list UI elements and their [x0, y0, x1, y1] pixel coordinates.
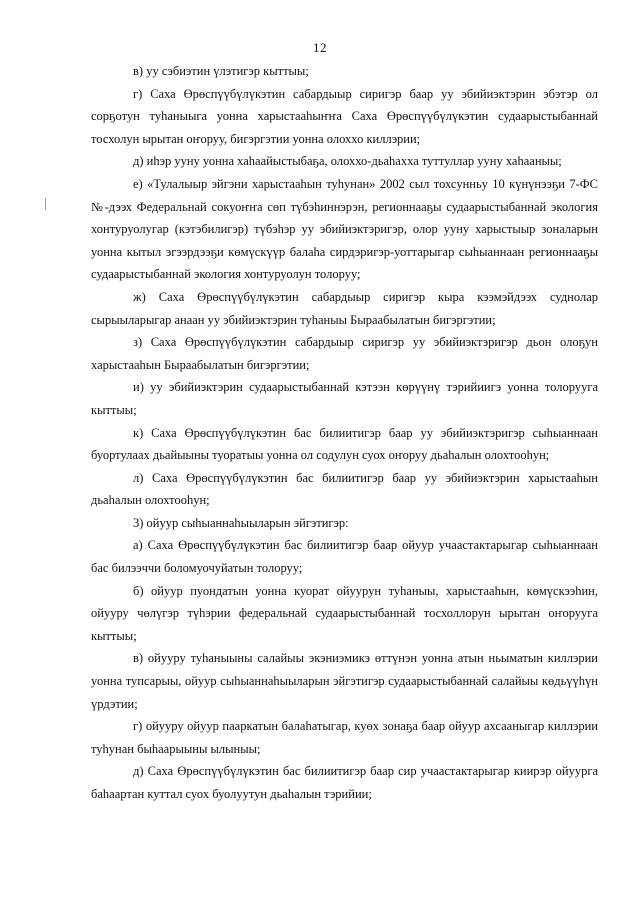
paragraph-zh-small-vessels: ж) Саха Өрөспүүбүлүкэтин сабардыыр сиригэр кыра кээмэйдээх суднолар сырыыларыгар анаан уу эбийиэктэрин туһаныы Быраабылатын бигэргэтии; — [91, 289, 598, 327]
paragraph-l-water-protection: л) Саха Өрөспүүбүлүкэтин бас билиитигэр баар уу эбийиэктэрин харыстааһын дьаһалын олохтооһун; — [91, 470, 598, 508]
paragraph-g-forest-park: г) ойууру ойуур пааркатын балаһатыгар, куөх зонаҕа баар ойуур ахсааныгар киллэрии туһунан быһаарыыны ылыныы; — [91, 719, 598, 756]
paragraph-i-monitoring: и) уу эбийиэктэрин судаарыстыбаннай кэтээн көрүүнү тэрийиигэ уонна толорууга кыттыы; — [91, 380, 598, 417]
paragraph-v-water-council: в) уу сэбиэтин үлэтигэр кыттыы; — [133, 64, 309, 78]
paragraph-e-ecology-control: е) «Тулалыыр эйгэни харыстааһын туһунан» 2002 сыл тохсунньу 10 күнүнээҕи 7-ФС №-дээх Федеральнай сокуоҥҥа сөп түбэһиннэрэн, регионнааҕы судаарыстыбаннай экология хонтуруолугар (кэтэбилигэр) түбэһэр уу эбийиэктэригэр, олор ууну харыстыыр зоналарын уонна кытыл эгээрдээҕи көмүскүүр балаһа сирдэригэр-уоттарыгар сыһыаннаан регионнааҕы судаарыстыбаннай экология хонтуруолун толоруу; — [91, 176, 598, 282]
margin-mark — [45, 198, 46, 210]
paragraph-b-forest-programs: б) ойуур пуондатын уонна куорат ойуурун туһаныы, харыстааһын, көмүскээһин, ойууру чөлүгэр түһэрии федеральнай судаарыстыбаннай тосхоллорун ырытан оҥорууга кыттыы; — [91, 583, 598, 643]
paragraph-g-water-program: г) Саха Өрөспүүбүлүкэтин сабардыыр сиригэр баар уу эбийиэктэрин эбэтэр ол сорҕотун туһаныыга уонна харыстааһыҥҥа Саха Өрөспүүбүлүкэтин судаарыстыбаннай тосхолун ырытан оҥоруу, бигэргэтии уонна олоххо киллэрии; — [91, 86, 598, 146]
section-3-forest-relations: 3) ойуур сыһыаннаһыыларын эйгэтигэр: — [133, 515, 349, 530]
paragraph-k-negative-impact: к) Саха Өрөспүүбүлүкэтин бас билиитигэр баар уу эбийиэктэригэр сыһыаннаан буортулаах дьайыыны туоратыы уонна ол содулун суох оҥоруу дьаһалын олохтооһун; — [91, 425, 598, 463]
paragraph-a-owner-powers: а) Саха Өрөспүүбүлүкэтин бас билиитигэр баар ойуур учаастактарыгар сыһыаннаан бас билээччи боломуочуйатын толоруу; — [91, 538, 598, 576]
paragraph-d-water-supply: д) иһэр ууну уонна хаһаайыстыбаҕа, олоххо-дьаһахха туттуллар ууну хаһааныы; — [133, 154, 562, 169]
page-number: 12 — [313, 40, 327, 55]
paragraph-d-fire-safety: д) Саха Өрөспүүбүлүкэтин бас билиитигэр баар сир учаастактарыгар киирэр ойуурга баһаартан куттал суох буолуутун дьаһалын тэрийии; — [91, 764, 598, 801]
document-body — [91, 60, 598, 806]
paragraph-z-people-safety: з) Саха Өрөспүүбүлүкэтин сабардыыр сиригэр уу эбийиэктэригэр дьон олоҕун харыстааһын Быраабылатын бигэргэтии; — [91, 335, 598, 372]
paragraph-v-forest-management: в) ойууру туһаныыны салайыы экэниэмикэ өттүнэн уонна атын ньыматын киллэрии уонна тупсарыы, ойуур сыһыаннаһыыларын эйгэтигэр судаарыстыбаннай салайыы көдьүүһүн үрдэтии; — [91, 651, 598, 711]
